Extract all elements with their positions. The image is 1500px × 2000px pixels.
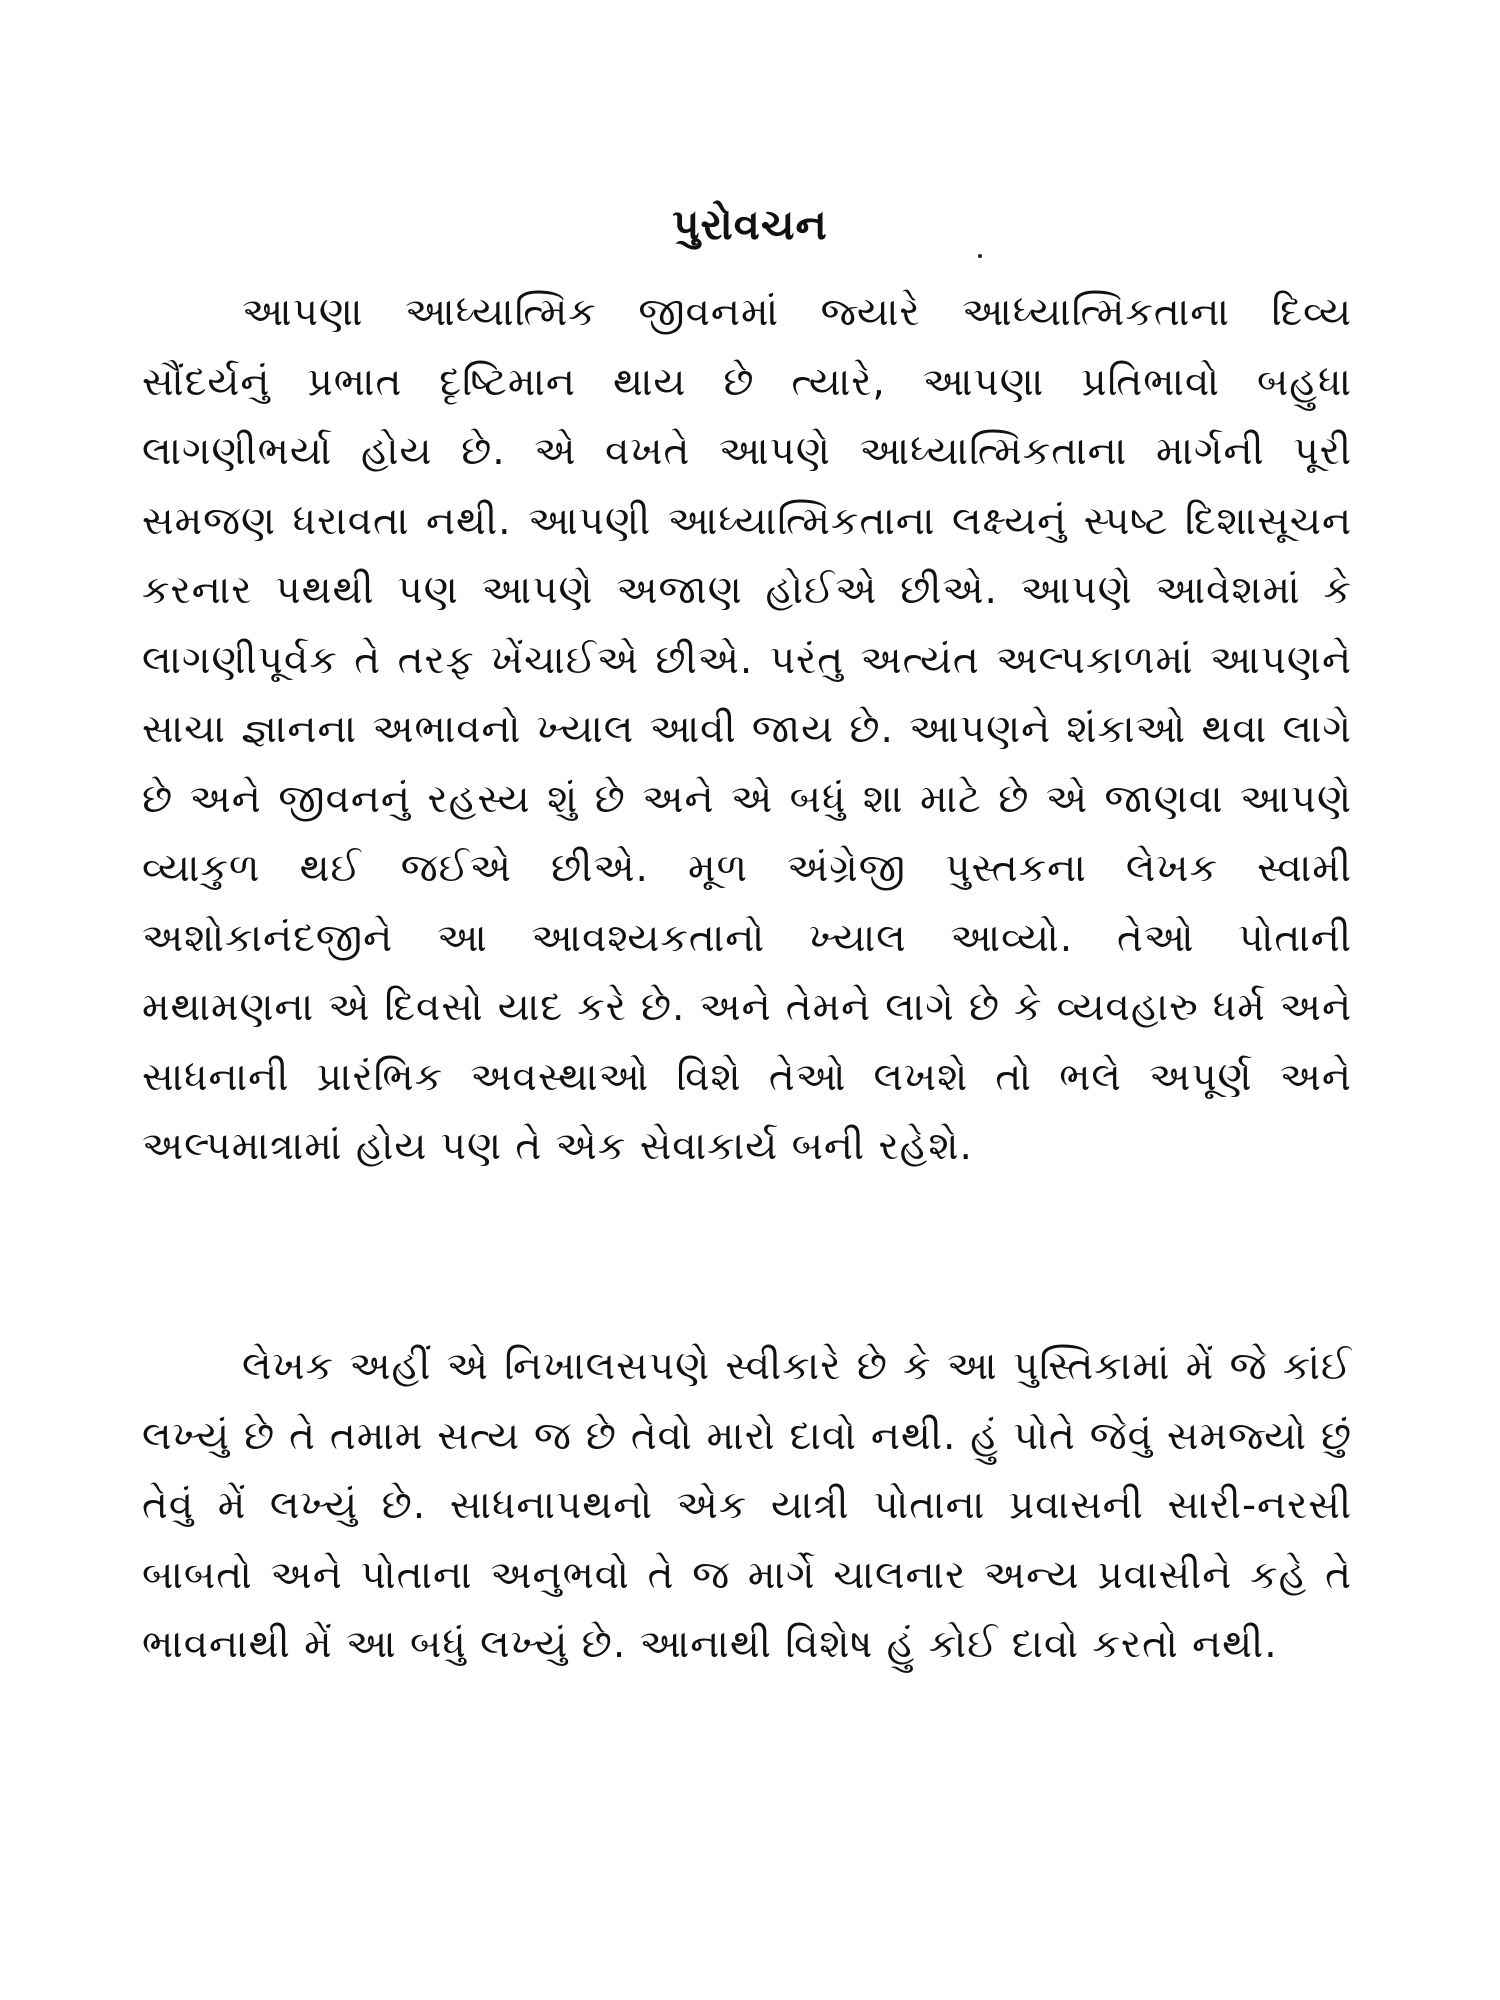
paragraph-2: લેખક અહીં એ નિખાલસપણે સ્વીકારે છે કે આ પુસ્તિકામાં મેં જે કાંઈ લખ્યું છે તે તમામ સત્ય જ છે તેવો મારો દાવો નથી. હું પોતે જેવું સમજ્યો છું તેવું મેં લખ્યું છે. સાધનાપથનો એક યાત્રી પોતાના પ્રવાસની સારી-નરસી બાબતો અને પોતાના અનુભવો તે જ માર્ગે ચાલનાર અન્ય પ્રવાસીને કહે તે ભાવનાથી મેં આ બધું લખ્યું છે. આનાથી વિશેષ હું કોઈ દાવો કરતો નથી. [142, 1344, 1352, 1667]
print-speck [978, 254, 982, 258]
page-title: પુરોવચન [672, 200, 828, 249]
paragraph-1: આપણા આધ્યાત્મિક જીવનમાં જ્યારે આધ્યાત્મિકતાના દિવ્ય સૌંદર્યનું પ્રભાત દૃષ્ટિમાન થાય છે ત્યારે, આપણા પ્રતિભાવો બહુધા લાગણીભર્યા હોય છે. એ વખતે આપણે આધ્યાત્મિકતાના માર્ગની પૂરી સમજણ ધરાવતા નથી. આપણી આધ્યાત્મિકતાના લક્ષ્યનું સ્પષ્ટ દિશાસૂચન કરનાર પથથી પણ આપણે અજાણ હોઈએ છીએ. આપણે આવેશમાં કે લાગણીપૂર્વક તે તરફ ખેંચાઈએ છીએ. પરંતુ અત્યંત અલ્પકાળમાં આપણને સાચા જ્ઞાનના અભાવનો ખ્યાલ આવી જાય છે. આપણને શંકાઓ થવા લાગે છે અને જીવનનું રહસ્ય શું છે અને એ બધું શા માટે છે એ જાણવા આપણે વ્યાકુળ થઈ જઈએ છીએ. મૂળ અંગ્રેજી પુસ્તકના લેખક સ્વામી અશોકાનંદજીને આ આવશ્યકતાનો ખ્યાલ આવ્યો. તેઓ પોતાની મથામણના એ દિવસો યાદ કરે છે. અને તેમને લાગે છે કે વ્યવહારુ ધર્મ અને સાધનાની પ્રારંભિક અવસ્થાઓ વિશે તેઓ લખશે તો ભલે અપૂર્ણ અને અલ્પમાત્રામાં હોય પણ તે એક સેવાકાર્ય બની રહેશે. [142, 290, 1352, 1169]
